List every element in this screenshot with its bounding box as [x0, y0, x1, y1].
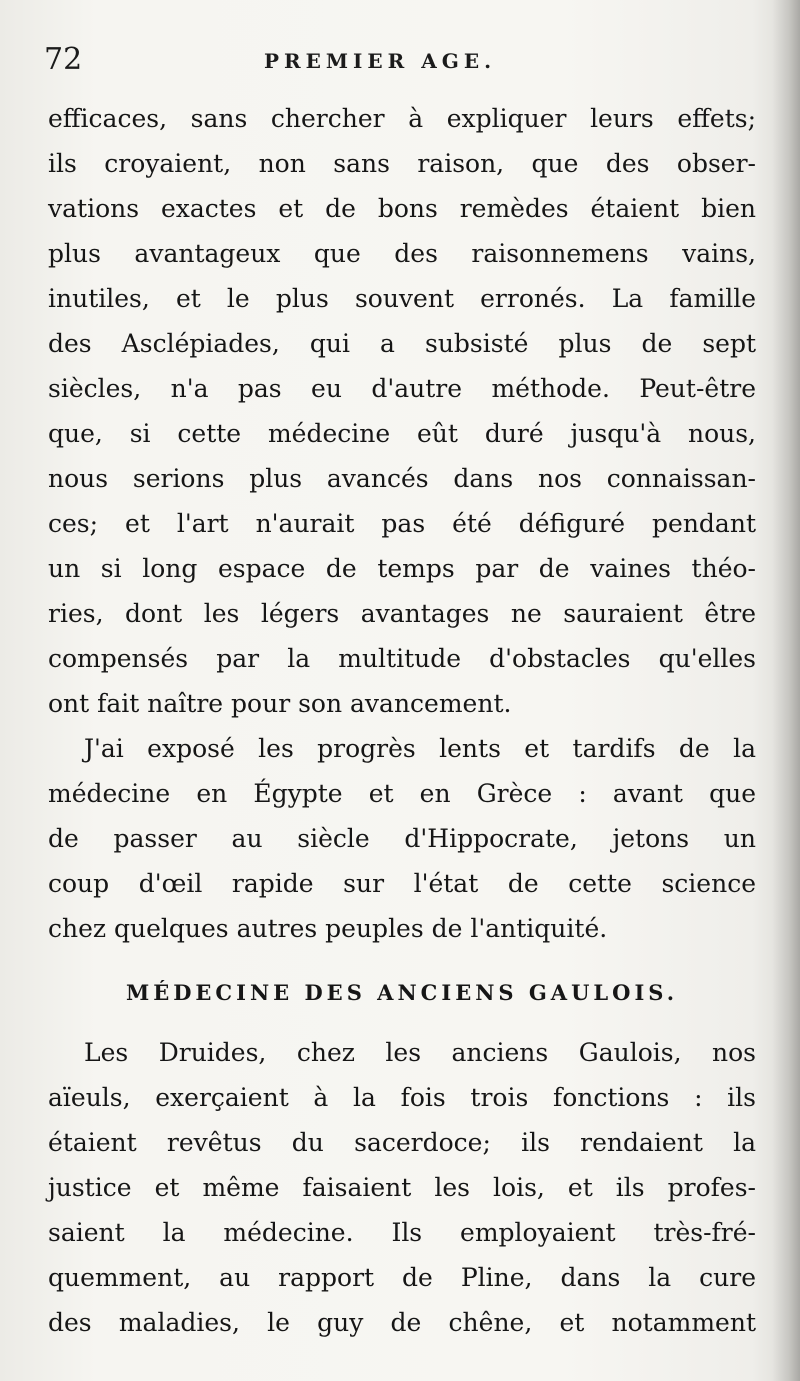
paragraph-1: [48, 96, 756, 726]
paragraph-3: [48, 1030, 756, 1345]
paragraph-2: [48, 726, 756, 951]
text-line: ont fait naître pour son avancement.: [48, 689, 512, 718]
body-text: [48, 96, 756, 951]
text-line: compensés par la multitude d'obstacles qu'elles: [48, 644, 756, 673]
text-line: ils croyaient, non sans raison, que des obser-: [48, 149, 756, 178]
text-line: quemment, au rapport de Pline, dans la cure: [48, 1263, 756, 1292]
section-heading: MÉDECINE DES ANCIENS GAULOIS.: [125, 980, 679, 1005]
text-line: aïeuls, exerçaient à la fois trois fonctions : ils: [48, 1083, 756, 1112]
text-line: des maladies, le guy de chêne, et notamment: [48, 1308, 756, 1337]
text-line: médecine en Égypte et en Grèce : avant que: [48, 779, 756, 808]
text-line: plus avantageux que des raisonnemens vains,: [48, 239, 756, 268]
text-line: vations exactes et de bons remèdes étaient bien: [48, 194, 756, 223]
text-line: ces; et l'art n'aurait pas été défiguré pendant: [48, 509, 756, 538]
text-line: étaient revêtus du sacerdoce; ils rendaient la: [48, 1128, 756, 1157]
text-line: coup d'œil rapide sur l'état de cette science: [48, 869, 756, 898]
page-number: 72: [44, 42, 83, 77]
text-line: de passer au siècle d'Hippocrate, jetons un: [48, 824, 756, 853]
page-edge-shadow: [772, 0, 800, 1381]
text-line: J'ai exposé les progrès lents et tardifs de la: [84, 734, 756, 763]
running-head: PREMIER AGE.: [264, 49, 497, 73]
text-line: efficaces, sans chercher à expliquer leurs effets;: [48, 104, 756, 133]
text-line: chez quelques autres peuples de l'antiquité.: [48, 914, 608, 943]
text-line: saient la médecine. Ils employaient très-fré-: [48, 1218, 756, 1247]
text-line: Les Druides, chez les anciens Gaulois, nos: [84, 1038, 756, 1067]
body-text-continued: [48, 1030, 756, 1345]
text-line: inutiles, et le plus souvent erronés. La famille: [48, 284, 756, 313]
text-line: des Asclépiades, qui a subsisté plus de sept: [48, 329, 756, 358]
text-line: ries, dont les légers avantages ne sauraient être: [48, 599, 756, 628]
page-header: [44, 40, 764, 80]
text-line: un si long espace de temps par de vaines théo-: [48, 554, 756, 583]
text-line: siècles, n'a pas eu d'autre méthode. Peut-être: [48, 374, 756, 403]
text-line: nous serions plus avancés dans nos connaissan-: [48, 464, 756, 493]
text-line: que, si cette médecine eût duré jusqu'à nous,: [48, 419, 756, 448]
text-line: justice et même faisaient les lois, et ils profes-: [48, 1173, 756, 1202]
